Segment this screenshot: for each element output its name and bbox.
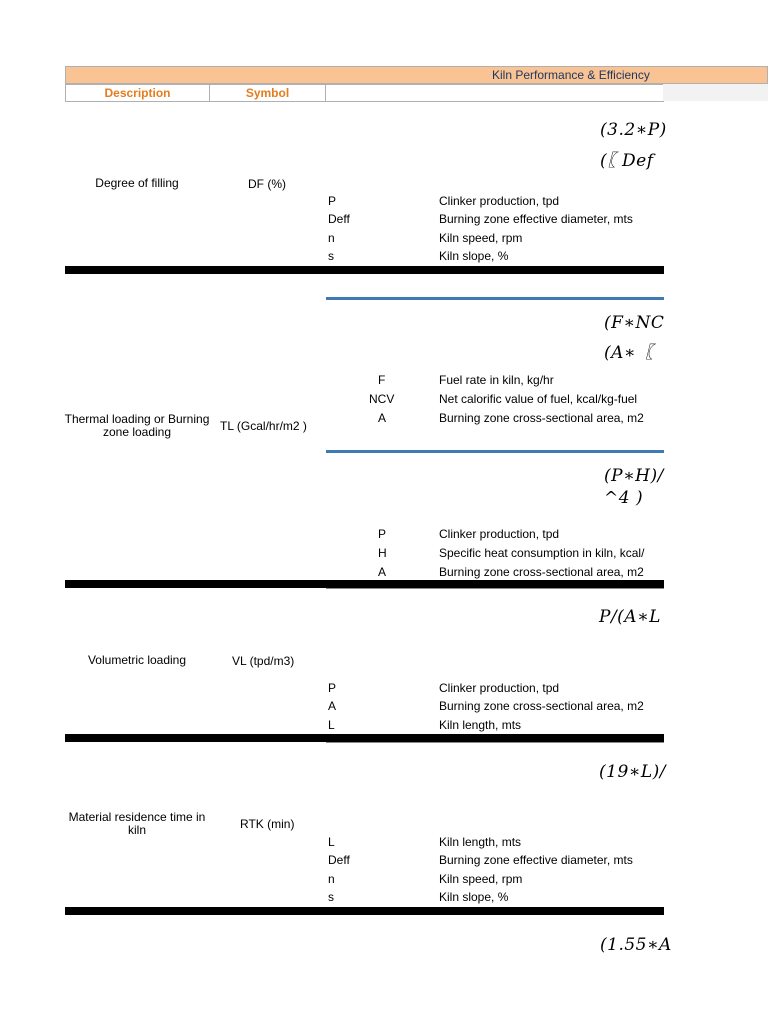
var-definition: Burning zone cross-sectional area, m2 [439,411,644,425]
var-definition: Burning zone effective diameter, mts [439,212,633,226]
subsection-divider [326,450,664,453]
var-symbol: Deff [328,212,350,226]
formula-tl-a-line1: (F∗NC [604,313,665,333]
var-definition: Kiln speed, rpm [439,231,523,245]
sheet-title: Kiln Performance & Efficiency [492,68,650,82]
var-definition: Specific heat consumption in kiln, kcal/ [439,546,645,560]
section-divider [65,734,664,742]
var-definition: Kiln slope, % [439,249,509,263]
var-symbol: P [328,194,337,208]
var-definition: Kiln speed, rpm [439,872,523,886]
formula-df-line2: (〖 Def [600,151,654,171]
column-header-description: Description [65,84,210,102]
description-volumetric-loading: Volumetric loading [87,653,187,667]
var-definition: Burning zone cross-sectional area, m2 [439,565,644,579]
var-symbol: P [328,681,337,695]
formula-next: (1.55∗A [600,935,672,955]
var-symbol: Deff [328,853,350,867]
subsection-divider [326,297,664,300]
var-symbol: F [378,373,386,387]
symbol-df: DF (%) [248,177,286,191]
var-definition: Clinker production, tpd [439,527,560,541]
var-definition: Burning zone effective diameter, mts [439,853,633,867]
var-symbol: n [328,231,335,245]
var-symbol: H [378,546,387,560]
section-divider [65,266,664,274]
var-symbol: NCV [369,392,395,406]
var-definition: Kiln slope, % [439,890,509,904]
formula-vl: P/(A∗L [599,607,661,627]
formula-tl-b-line1: (P∗H)/ [604,466,664,486]
description-material-residence-time: Material residence time in kiln [68,810,206,837]
var-definition: Clinker production, tpd [439,194,560,208]
var-definition: Fuel rate in kiln, kg/hr [439,373,554,387]
var-definition: Burning zone cross-sectional area, m2 [439,699,644,713]
symbol-rtk: RTK (min) [240,817,295,831]
var-symbol: P [378,527,387,541]
var-symbol: n [328,872,335,886]
var-symbol: A [378,565,387,579]
var-definition: Kiln length, mts [439,718,522,732]
var-symbol: A [378,411,387,425]
cell-border [326,742,664,743]
cell-border [326,588,664,589]
formula-tl-b-line2: ^4 ) [604,488,644,508]
var-symbol: s [328,890,334,904]
symbol-vl: VL (tpd/m3) [232,654,295,668]
section-divider [65,907,664,915]
column-header-symbol: Symbol [209,84,326,102]
description-degree-of-filling: Degree of filling [95,176,179,190]
formula-df-line1: (3.2∗P) [600,120,667,140]
section-divider [65,580,664,588]
var-symbol: A [328,699,337,713]
var-symbol: s [328,249,334,263]
formula-tl-a-line2: (A∗〖 [604,343,654,363]
var-definition: Clinker production, tpd [439,681,560,695]
var-definition: Kiln length, mts [439,835,522,849]
description-thermal-loading: Thermal loading or Burning zone loading [64,412,210,439]
symbol-tl: TL (Gcal/hr/m2 ) [220,419,307,433]
formula-rtk: (19∗L)/ [599,762,666,782]
var-definition: Net calorific value of fuel, kcal/kg-fuel [439,392,638,406]
var-symbol: L [328,718,335,732]
header-overflow-cell [663,84,768,101]
var-symbol: L [328,835,335,849]
